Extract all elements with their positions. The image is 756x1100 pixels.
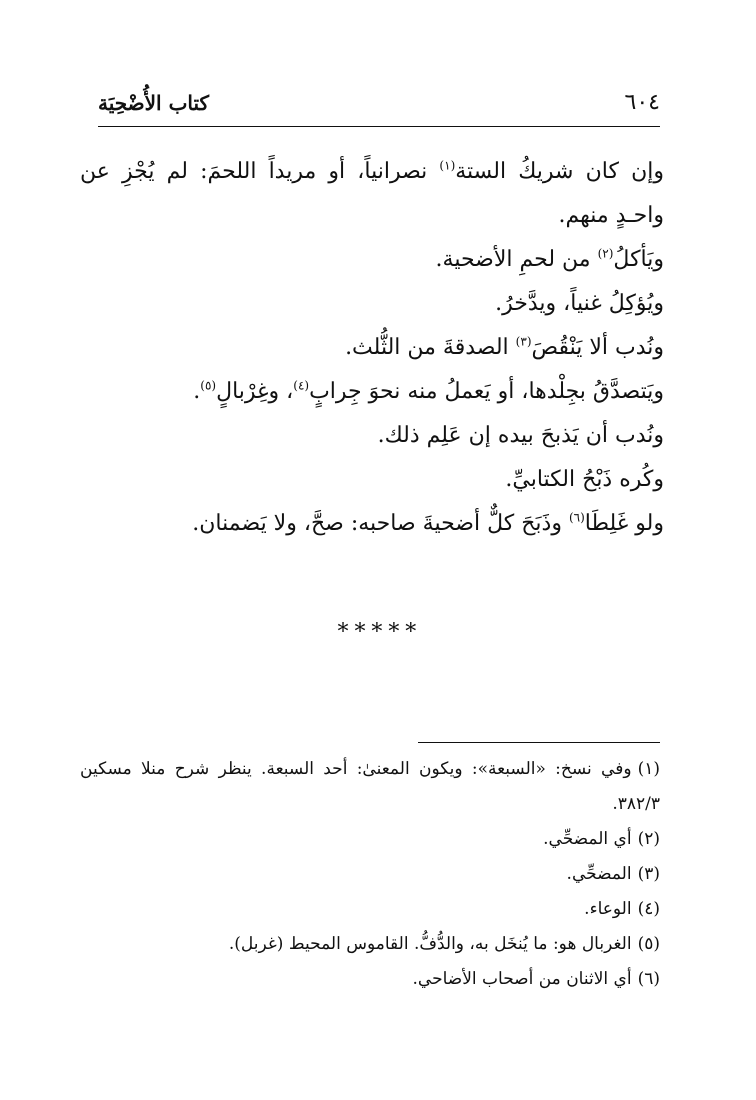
footnote-ref-3[interactable]: (٣)	[515, 334, 532, 349]
page-number: ٦٠٤	[624, 90, 660, 115]
footnote-3: (٣)المضحِّي.	[566, 864, 660, 884]
footnote-1: (١)وفي نسخ: «السبعة»: ويكون المعنىٰ: أحد السبعة. ينظر شرح منلا مسكين ٣٨٢/٣.	[80, 759, 660, 814]
footnote-ref-4[interactable]: (٤)	[293, 378, 310, 393]
footnote-ref-2[interactable]: (٢)	[597, 246, 614, 261]
paragraph-charity-third: ونُدب ألا يَنْقُصَ$^{(٣)}$ الصدقةَ من الثُّلث.	[345, 334, 664, 360]
paragraph-shared-sacrifice: وإن كان شريكُ الستة$^{(١)}$ نصرانياً، أو مريداً اللحمَ: لم يُجْزِ عن واحـدٍ منهم.	[80, 158, 664, 228]
footnote-ref-1[interactable]: (١)	[439, 158, 456, 173]
header-rule	[98, 126, 660, 127]
paragraph-mistake: ولو غَلِطَا$^{(٦)}$ وذَبَحَ كلٌّ أضحيةَ صاحبه: صحَّ، ولا يَضمنان.	[192, 510, 664, 536]
paragraph-skin: ويَتصدَّقُ بجِلْدها، أو يَعملُ منه نحوَ جِرابٍ$^{(٤)}$، وغِرْبالٍ$^{(٥)}$.	[193, 378, 664, 404]
footnote-ref-6[interactable]: (٦)	[568, 510, 585, 525]
footnote-2: (٢)أي المضحِّي.	[543, 829, 660, 849]
footnote-ref-5[interactable]: (٥)	[200, 378, 217, 393]
running-header	[98, 88, 660, 122]
paragraph-feeding: ويُؤكِلُ غنياً، ويدَّخرُ.	[495, 291, 664, 316]
footnote-5: (٥)الغربال هو: ما يُنخَل به، والدُّفُّ. القاموس المحيط (غربل).	[228, 934, 660, 954]
paragraph-eating: ويَأكلُ$^{(٢)}$ من لحمِ الأضحية.	[435, 246, 664, 272]
paragraph-kitabi: وكُره ذَبْحُ الكتابيِّ.	[505, 467, 664, 492]
footnote-4: (٤)الوعاء.	[584, 899, 660, 919]
footnotes	[80, 752, 660, 997]
book-title: كتاب الأُضْحِيَة	[98, 91, 210, 115]
footnote-rule	[418, 742, 660, 743]
footnote-6: (٦)أي الاثنان من أصحاب الأضاحي.	[412, 969, 660, 989]
main-text	[80, 150, 664, 546]
paragraph-own-hand: ونُدب أن يَذبحَ بيده إن عَلِم ذلك.	[377, 423, 664, 448]
section-separator: ∗∗∗∗∗	[335, 615, 421, 640]
